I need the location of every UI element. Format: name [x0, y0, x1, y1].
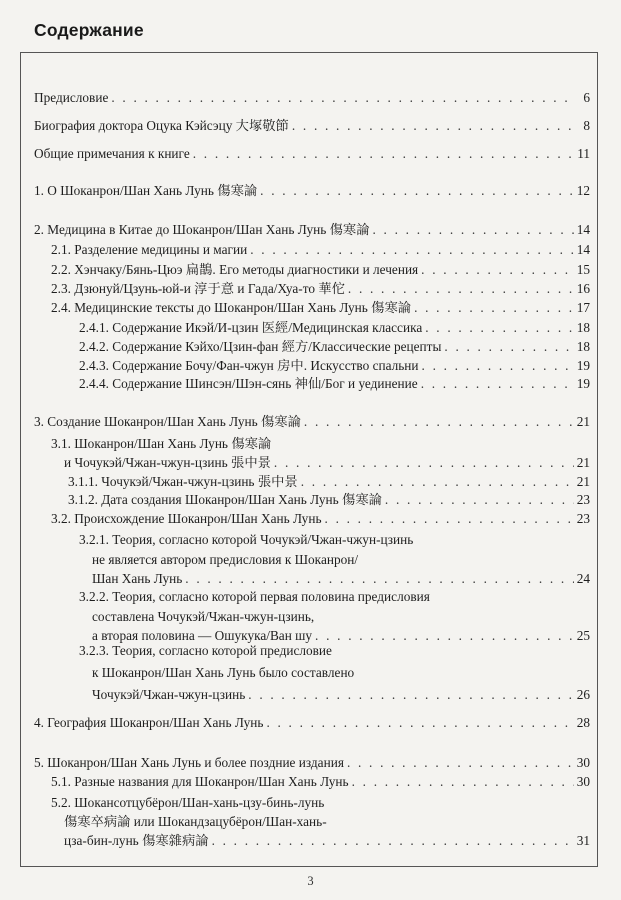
- toc-entry[interactable]: [34, 715, 590, 731]
- toc-page-number: 30: [576, 774, 590, 789]
- toc-entry-title: 2.4.1. Содержание Икэй/И-цзин 医經/Медицинская классика: [79, 320, 423, 335]
- toc-entry-title: 3.2.2. Теория, согласно которой первая половина предисловия: [79, 589, 430, 604]
- toc-page-number: 14: [576, 242, 590, 257]
- toc-entry-title: 2.4. Медицинские тексты до Шоканрон/Шан Хань Лунь 傷寒論: [51, 300, 412, 315]
- leader-dots: [304, 414, 574, 430]
- toc-entry-title: 3. Создание Шоканрон/Шан Хань Лунь 傷寒論: [34, 414, 301, 429]
- leader-dots: [444, 339, 573, 355]
- toc-entry[interactable]: [51, 242, 590, 258]
- toc-page-number: 14: [576, 222, 590, 237]
- toc-entry-title: Общие примечания к книге: [34, 146, 190, 161]
- toc-entry-title-continued: Шан Хань Лунь: [92, 571, 183, 586]
- toc-page-number: 6: [583, 90, 590, 105]
- toc-entry-title-continued: Чочукэй/Чжан-чжун-цзинь: [92, 687, 246, 702]
- toc-entry[interactable]: [34, 90, 590, 106]
- toc-entry[interactable]: [51, 774, 590, 790]
- toc-page-number: 17: [576, 300, 590, 315]
- toc-entry[interactable]: [34, 414, 590, 430]
- toc-entry-title-continued: не является автором предисловия к Шоканрон/: [92, 551, 359, 567]
- toc-entry[interactable]: [51, 281, 590, 297]
- toc-entry-title: 5. Шоканрон/Шан Хань Лунь и более поздние издания: [34, 755, 344, 770]
- toc-entry[interactable]: [51, 434, 590, 472]
- leader-dots: [185, 569, 573, 589]
- toc-page-number: 21: [576, 455, 590, 470]
- leader-dots: [422, 358, 574, 374]
- leader-dots: [274, 453, 574, 472]
- toc-page-number: 18: [576, 339, 590, 354]
- toc-entry[interactable]: [79, 587, 590, 646]
- leader-dots: [266, 715, 573, 731]
- toc-entry-title-continued: а вторая половина — Ошукука/Ван шу: [92, 628, 313, 643]
- toc-entry-title: 3.2. Происхождение Шоканрон/Шан Хань Лунь: [51, 511, 322, 526]
- toc-entry[interactable]: [79, 339, 590, 355]
- toc-page-number: 23: [576, 492, 590, 507]
- toc-entry-title: 3.2.3. Теория, согласно которой предисловие: [79, 643, 332, 658]
- leader-dots: [385, 492, 574, 508]
- toc-entry[interactable]: [34, 755, 590, 771]
- toc-entry-title: Биография доктора Оцука Кэйсэцу 大塚敬節: [34, 118, 289, 133]
- leader-dots: [193, 146, 574, 162]
- toc-entry[interactable]: [79, 320, 590, 336]
- toc-entry-title: 2.4.3. Содержание Бочу/Фан-чжун 房中. Искусство спальни: [79, 358, 419, 373]
- toc-page-number: 11: [577, 146, 590, 161]
- toc-entry[interactable]: [79, 640, 590, 706]
- toc-entry-title: Предисловие: [34, 90, 109, 105]
- toc-entry-title-continued: и Чочукэй/Чжан-чжун-цзинь 張中景: [64, 455, 271, 470]
- leader-dots: [248, 684, 573, 706]
- toc-entry-title-continued: составлена Чочукэй/Чжан-чжун-цзинь,: [92, 608, 315, 624]
- toc-entry-title: 3.1. Шоканрон/Шан Хань Лунь 傷寒論: [51, 436, 272, 451]
- toc-entry-title: 5.1. Разные названия для Шоканрон/Шан Хань Лунь: [51, 774, 349, 789]
- toc-entry-title: 2.3. Дзюнуй/Цзунь-юй-и 淳于意 и Гада/Хуа-то 華佗: [51, 281, 345, 296]
- leader-dots: [212, 831, 574, 850]
- toc-page-number: 15: [576, 262, 590, 277]
- toc-entry-title: 2.4.4. Содержание Шинсэн/Шэн-сянь 神仙/Бог и уединение: [79, 376, 418, 391]
- toc-entry-title: 1. О Шоканрон/Шан Хань Лунь 傷寒論: [34, 183, 258, 198]
- toc-entry[interactable]: [34, 146, 590, 162]
- leader-dots: [292, 118, 575, 134]
- leader-dots: [425, 320, 573, 336]
- toc-page-number: 8: [583, 118, 590, 133]
- toc-entry[interactable]: [34, 118, 590, 134]
- leader-dots: [301, 474, 574, 490]
- leader-dots: [250, 242, 573, 258]
- toc-entry-title-continued: 傷寒卒病論 или Шокандзацубёрон/Шан-хань-: [64, 814, 327, 829]
- toc-entry-title: 2.2. Хэнчаку/Бянь-Цюэ 扁鵲. Его методы диагностики и лечения: [51, 262, 419, 277]
- toc-entry[interactable]: [51, 511, 590, 527]
- toc-entry-title: 3.1.2. Дата создания Шоканрон/Шан Хань Лунь 傷寒論: [68, 492, 382, 507]
- toc-entry[interactable]: [51, 300, 590, 316]
- leader-dots: [347, 755, 574, 771]
- leader-dots: [414, 300, 574, 316]
- toc-page-number: 19: [576, 376, 590, 391]
- toc-entry-title: 4. География Шоканрон/Шан Хань Лунь: [34, 715, 264, 730]
- toc-entry[interactable]: [34, 222, 590, 238]
- toc-page-number: 16: [576, 281, 590, 296]
- toc-page-number: 19: [576, 358, 590, 373]
- toc-page-number: 21: [576, 474, 590, 489]
- toc-page-number: 26: [576, 687, 590, 702]
- toc-entry-title: 3.1.1. Чочукэй/Чжан-чжун-цзинь 張中景: [68, 474, 298, 489]
- toc-entry-title-continued: цза-бин-лунь 傷寒雜病論: [64, 833, 209, 848]
- toc-page-number: 28: [576, 715, 590, 730]
- toc-entry-title: 3.2.1. Теория, согласно которой Чочукэй/Чжан-чжун-цзинь: [79, 532, 414, 547]
- toc-entry[interactable]: [79, 376, 590, 392]
- toc-page-number: 31: [576, 833, 590, 848]
- page-title: Содержание: [34, 20, 144, 40]
- leader-dots: [111, 90, 575, 106]
- toc-page-number: 12: [576, 183, 590, 198]
- leader-dots: [421, 376, 574, 392]
- toc-entry-title: 2. Медицина в Китае до Шоканрон/Шан Хань Лунь 傷寒論: [34, 222, 370, 237]
- toc-entry[interactable]: [51, 793, 590, 850]
- toc-entry[interactable]: [51, 262, 590, 278]
- page-number-footer: 3: [307, 874, 314, 888]
- leader-dots: [325, 511, 574, 527]
- toc-entry-title: 5.2. Шокансотцубёрон/Шан-хань-цзу-бинь-лунь: [51, 795, 325, 810]
- leader-dots: [352, 774, 574, 790]
- toc-entry[interactable]: [68, 474, 590, 490]
- toc-entry-title: 2.4.2. Содержание Кэйхо/Цзин-фан 經方/Классические рецепты: [79, 339, 442, 354]
- toc-entry[interactable]: [79, 358, 590, 374]
- leader-dots: [373, 222, 574, 238]
- leader-dots: [348, 281, 574, 297]
- toc-page-number: 18: [576, 320, 590, 335]
- toc-page-number: 21: [576, 414, 590, 429]
- toc-page-number: 25: [576, 628, 590, 643]
- toc-page-number: 23: [576, 511, 590, 526]
- leader-dots: [260, 183, 574, 199]
- leader-dots: [421, 262, 574, 278]
- toc-entry-title: 2.1. Разделение медицины и магии: [51, 242, 248, 257]
- toc-entry-title-continued: к Шоканрон/Шан Хань Лунь было составлено: [92, 665, 355, 680]
- toc-entry[interactable]: [34, 183, 590, 199]
- toc-page-number: 24: [576, 571, 590, 586]
- toc-entry[interactable]: [79, 530, 590, 589]
- toc-entry[interactable]: [68, 492, 590, 508]
- toc-page-number: 30: [576, 755, 590, 770]
